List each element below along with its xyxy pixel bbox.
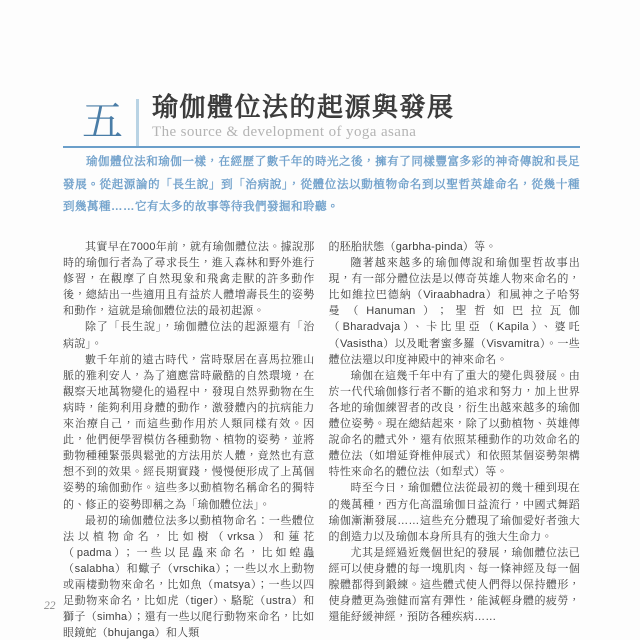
body-paragraph: 尤其是經過近幾個世紀的發展，瑜伽體位法已經可以使身體的每一塊肌肉、每一條神經及每一個腺體都得到鍛練。這些體式使人們得以保持體形，使身體更為強健而富有彈性，能減輕身體的疲勞，還能紓緩神經，預防各種疾病……	[328, 546, 580, 624]
body-paragraph: 的胚胎狀態（garbha-pinda）等。	[328, 241, 497, 253]
left-column	[63, 239, 315, 640]
body-paragraph: 時至今日，瑜伽體位法從最初的幾十種到現在的幾萬種，西方化高溫瑜伽日益流行，中國式舞蹈瑜伽漸漸發展……這些充分體現了瑜伽愛好者強大的創造力以及瑜伽本身所具有的強大生命力。	[328, 482, 580, 543]
chapter-number: 五	[82, 98, 123, 144]
intro-paragraph: 瑜伽體位法和瑜伽一樣，在經歷了數千年的時光之後，擁有了同樣豐富多彩的神奇傳說和長足發展。從起源論的「長生說」到「治病說」，從體位法以動植物命名到以聖哲英雄命名，從幾十種到幾萬種……它有太多的故事等待我們發掘和聆聽。	[63, 156, 580, 214]
header-rule	[63, 146, 580, 148]
body-paragraph: 隨著越來越多的瑜伽傳說和瑜伽聖哲故事出現，有一部分體位法是以傳奇英雄人物來命名的，比如維拉巴德納（Viraabhadra）和風神之子哈努曼（Hanuman）；聖哲如巴拉瓦伽（Bharadvaja）、卡比里亞（Kapila）、婆吒（Vasistha）以及毗奢蜜多羅（Visvamitra）。一些體位法還以印度神殿中的神來命名。	[328, 257, 580, 366]
body-paragraph: 最初的瑜伽體位法多以動植物命名：一些體位法以植物命名，比如樹（vrksa）和蓮花（padma）；一些以昆蟲來命名，比如蝗蟲（salabha）和蠍子（vrschika）；一些以水上動物或兩棲動物來命名，比如魚（matsya）；一些以四足動物來命名，比如虎（tiger）、駱駝（ustra）和獅子（simha）；還有一些以爬行動物來命名，比如眼鏡蛇（bhujanga）和人類	[63, 514, 315, 640]
chapter-divider-bar	[136, 99, 139, 146]
chapter-title: 瑜伽體位法的起源與發展	[152, 93, 455, 122]
right-column	[329, 239, 581, 640]
body-paragraph: 除了「長生說」，瑜伽體位法的起源還有「治病說」。	[63, 321, 315, 350]
chapter-subtitle-en: The source & development of yoga asana	[152, 123, 417, 140]
page-number: 22	[44, 600, 56, 612]
body-paragraph: 數千年前的遠古時代，當時聚居在喜馬拉雅山脈的雅利安人，為了適應當時嚴酷的自然環境，在觀察天地萬物變化的過程中，發現自然界動物在生病時，能夠利用身體的動作，激發體內的抗病能力來治療自己，而這些動作用於人類同樣有效。因此，他們便學習模仿各種動物、植物的姿勢，並將動物種種緊張與鬆弛的方法用於人體，竟然也有意想不到的效果。經長期實踐，慢慢便形成了上萬個姿勢的瑜伽動作。這些多以動植物名稱命名的獨特的、修正的姿勢即稱之為「瑜伽體位法」。	[63, 353, 315, 511]
body-paragraph: 瑜伽在這幾千年中有了重大的變化與發展。由於一代代瑜伽修行者不斷的追求和努力，加上世界各地的瑜伽練習者的改良，衍生出越來越多的瑜伽體位姿勢。現在總結起來，除了以動植物、英雄傳說命名的體式外，還有依照某種動作的功效命名的體位法（如增延脊椎伸展式）和依照某個姿勢架構特性來命名的體位法（如犁式）等。	[328, 369, 580, 479]
body-paragraph: 其實早在7000年前，就有瑜伽體位法。據說那時的瑜伽行者為了尋求長生，進入森林和野外進行修習，在觀摩了自然現象和飛禽走獸的許多動作後，總結出一些適用且有益於人體增壽長生的姿勢和動作，這就是瑜伽體位法的最初起源。	[63, 241, 315, 318]
chapter-header	[82, 93, 455, 146]
chapter-title-block	[152, 93, 455, 141]
body-columns	[63, 239, 580, 640]
